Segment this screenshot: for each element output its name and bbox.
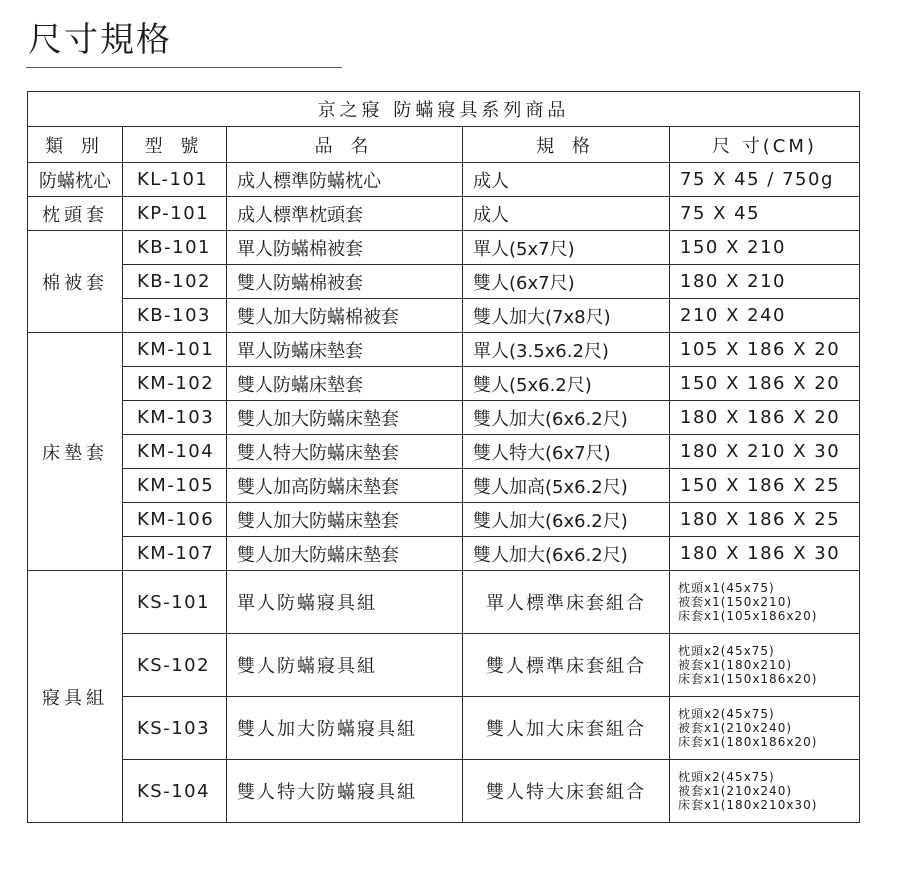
category-cell: 棉被套 [28,231,123,333]
name-cell: 雙人加大防蟎床墊套 [227,401,463,435]
table-row [28,367,860,401]
spec-cell: 雙人加大床套組合 [463,697,670,760]
model-cell: KS-104 [123,760,227,823]
spec-table [27,91,860,823]
spec-cell: 單人(3.5x6.2尺) [463,333,670,367]
model-cell: KS-103 [123,697,227,760]
category-cell: 寢具組 [28,571,123,823]
table-row [28,231,860,265]
set-content-line: 枕頭x2(45x75) [678,707,775,721]
category-cell: 枕頭套 [28,197,123,231]
name-cell: 雙人加大防蟎床墊套 [227,503,463,537]
size-cell: 180 X 210 X 30 [670,435,860,469]
set-contents-cell [670,634,860,697]
table-row [28,760,860,823]
size-cell: 150 X 210 [670,231,860,265]
size-cell: 75 X 45 [670,197,860,231]
name-cell: 雙人加大防蟎棉被套 [227,299,463,333]
size-cell: 105 X 186 X 20 [670,333,860,367]
model-cell: KB-102 [123,265,227,299]
model-cell: KM-103 [123,401,227,435]
name-cell: 單人防蟎棉被套 [227,231,463,265]
size-cell: 210 X 240 [670,299,860,333]
spec-cell: 雙人標準床套組合 [463,634,670,697]
model-cell: KL-101 [123,163,227,197]
table-caption: 京之寢 防蟎寢具系列商品 [28,92,860,127]
name-cell: 雙人防蟎床墊套 [227,367,463,401]
spec-cell: 雙人加大(6x6.2尺) [463,503,670,537]
spec-cell: 雙人(6x7尺) [463,265,670,299]
table-row [28,634,860,697]
set-content-line: 床套x1(180x210x30) [678,798,818,812]
size-cell: 180 X 186 X 25 [670,503,860,537]
table-row [28,197,860,231]
spec-cell: 成人 [463,163,670,197]
set-content-line: 被套x1(210x240) [678,721,793,735]
name-cell: 雙人加大防蟎寢具組 [227,697,463,760]
model-cell: KM-104 [123,435,227,469]
spec-cell: 雙人加高(5x6.2尺) [463,469,670,503]
size-cell: 180 X 186 X 20 [670,401,860,435]
table-row [28,469,860,503]
category-cell: 防蟎枕心 [28,163,123,197]
size-cell: 150 X 186 X 20 [670,367,860,401]
name-cell: 成人標準防蟎枕心 [227,163,463,197]
header-size: 尺 寸(CM) [670,127,860,163]
caption-row [28,92,860,127]
spec-cell: 雙人加大(7x8尺) [463,299,670,333]
spec-cell: 雙人加大(6x6.2尺) [463,401,670,435]
set-contents-cell [670,697,860,760]
size-cell: 180 X 210 [670,265,860,299]
table-row [28,299,860,333]
model-cell: KM-101 [123,333,227,367]
page-title: 尺寸規格 [28,20,172,60]
set-contents-cell [670,760,860,823]
size-cell: 180 X 186 X 30 [670,537,860,571]
model-cell: KS-102 [123,634,227,697]
model-cell: KP-101 [123,197,227,231]
header-model: 型 號 [123,127,227,163]
table-row [28,697,860,760]
table-row [28,435,860,469]
size-cell: 75 X 45 / 750g [670,163,860,197]
spec-cell: 雙人特大(6x7尺) [463,435,670,469]
model-cell: KB-103 [123,299,227,333]
name-cell: 單人防蟎床墊套 [227,333,463,367]
set-content-line: 被套x1(210x240) [678,784,793,798]
spec-cell: 成人 [463,197,670,231]
name-cell: 雙人特大防蟎寢具組 [227,760,463,823]
spec-cell: 雙人(5x6.2尺) [463,367,670,401]
table-row [28,163,860,197]
header-category: 類 別 [28,127,123,163]
model-cell: KM-105 [123,469,227,503]
set-content-line: 床套x1(105x186x20) [678,609,818,623]
model-cell: KB-101 [123,231,227,265]
header-spec: 規 格 [463,127,670,163]
table-row [28,537,860,571]
header-row [28,127,860,163]
spec-cell: 單人(5x7尺) [463,231,670,265]
spec-cell: 雙人特大床套組合 [463,760,670,823]
set-content-line: 枕頭x1(45x75) [678,581,775,595]
set-contents-cell [670,571,860,634]
model-cell: KM-102 [123,367,227,401]
name-cell: 單人防蟎寢具組 [227,571,463,634]
set-content-line: 被套x1(150x210) [678,595,793,609]
name-cell: 雙人加高防蟎床墊套 [227,469,463,503]
name-cell: 雙人特大防蟎床墊套 [227,435,463,469]
title-underline [26,67,342,68]
set-content-line: 被套x1(180x210) [678,658,793,672]
spec-cell: 雙人加大(6x6.2尺) [463,537,670,571]
set-content-line: 枕頭x2(45x75) [678,770,775,784]
name-cell: 雙人防蟎寢具組 [227,634,463,697]
set-content-line: 床套x1(150x186x20) [678,672,818,686]
table-row [28,401,860,435]
set-content-line: 床套x1(180x186x20) [678,735,818,749]
model-cell: KM-106 [123,503,227,537]
spec-cell: 單人標準床套組合 [463,571,670,634]
size-cell: 150 X 186 X 25 [670,469,860,503]
header-name: 品 名 [227,127,463,163]
table-row [28,265,860,299]
table-row [28,571,860,634]
category-cell: 床墊套 [28,333,123,571]
set-content-line: 枕頭x2(45x75) [678,644,775,658]
table-row [28,333,860,367]
table-row [28,503,860,537]
model-cell: KS-101 [123,571,227,634]
name-cell: 雙人加大防蟎床墊套 [227,537,463,571]
model-cell: KM-107 [123,537,227,571]
name-cell: 雙人防蟎棉被套 [227,265,463,299]
name-cell: 成人標準枕頭套 [227,197,463,231]
